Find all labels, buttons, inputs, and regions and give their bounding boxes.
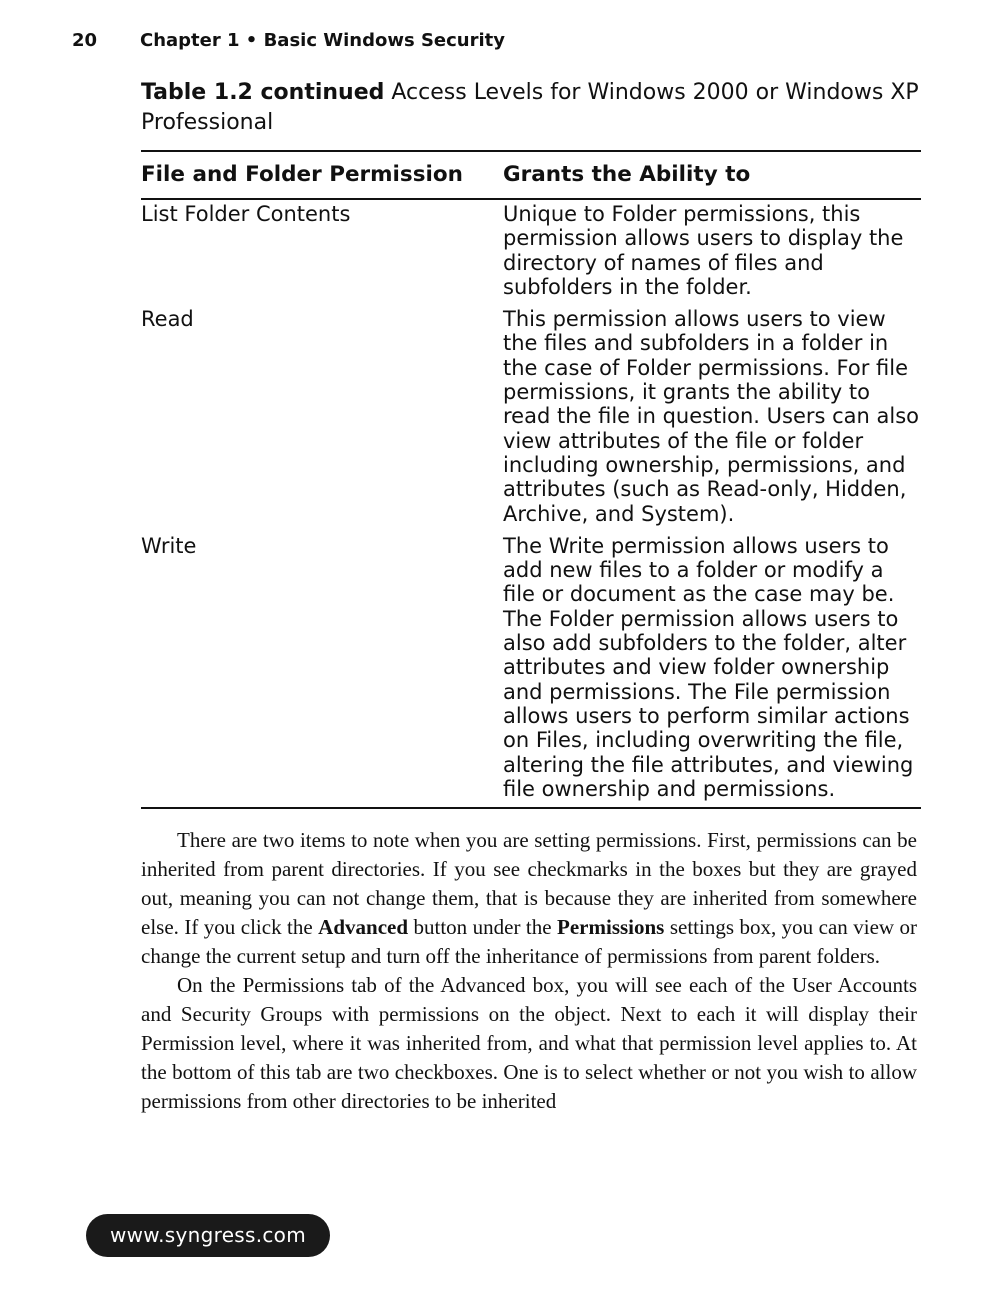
paragraph: There are two items to note when you are setting permissions. First, permissions can be inherited from parent directories. If you see checkmarks in the boxes but they are grayed out, meaning you can not change them, that is because they are inherited from somewhere else. If you click the Advanced button under the Permissions settings box, you can view or change the current setup and turn off the inheritance of permissions from parent folders. (141, 828, 918, 968)
table-bottom-rule (141, 807, 921, 809)
permission-ability: The Write permission allows users to add new files to a folder or modify a file or document as the case may be. The Folder permission allows users to also add subfolders to the folder, alter attributes and view folder ownership and permissions. The File permission allows users to perform similar actions on Files, including overwriting the file, altering the file attributes, and viewing file ownership and permissions. (503, 533, 914, 801)
paragraph: On the Permissions tab of the Advanced box, you will see each of the User Accounts and Security Groups with permissions on the object. Next to each it will display their Permission level, where it was inherited from, and what that permission level applies to. At the bottom of this tab are two checkboxes. One is to select whether or not you wish to allow permissions from other directories to be inherited (141, 973, 917, 1113)
table-caption-label: Table 1.2 continued (141, 80, 385, 105)
permission-ability: This permission allows users to view the files and subfolders in a folder in the case of Folder permissions. For file permissions, it grants the ability to read the file in question. Users can also view attributes of the file or folder including ownership, permissions, and attributes (such as Read-only, Hidden, Archive, and System). (503, 307, 920, 526)
running-header (72, 30, 505, 51)
permission-name: Write (141, 533, 197, 558)
bold-term-advanced: Advanced (318, 915, 409, 939)
table-header-row (141, 152, 921, 198)
permission-name: List Folder Contents (141, 202, 351, 226)
column-header-ability: Grants the Ability to (503, 161, 751, 187)
running-title: Chapter 1 • Basic Windows Security (140, 30, 506, 51)
table-caption-text: Access Levels for Windows 2000 or Windows XP Professional (141, 80, 919, 135)
page-number: 20 (72, 30, 98, 51)
permission-name: Read (141, 307, 194, 332)
table-caption (141, 78, 921, 138)
table-row (141, 534, 921, 801)
permissions-table (141, 150, 921, 809)
footer-url-badge: www.syngress.com (86, 1214, 330, 1257)
permission-ability: Unique to Folder permissions, this permission allows users to display the directory of names of files and subfolders in the folder. (503, 202, 904, 299)
table-row (141, 307, 921, 526)
bold-term-permissions: Permissions (557, 915, 665, 939)
table-body (141, 200, 921, 807)
column-header-permission: File and Folder Permission (141, 161, 463, 187)
body-text (141, 826, 917, 1116)
table-row (141, 202, 921, 299)
